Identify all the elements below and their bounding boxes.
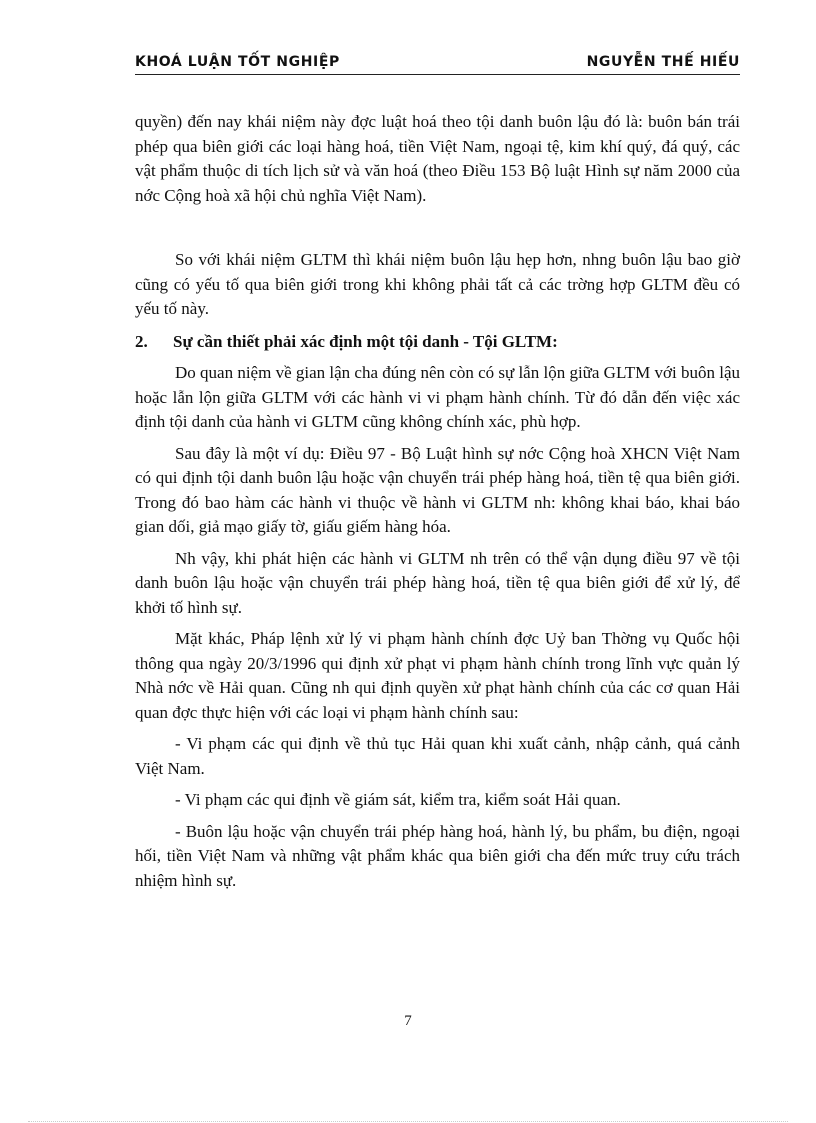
paragraph: Sau đây là một ví dụ: Điều 97 - Bộ Luật hình sự nớc Cộng hoà XHCN Việt Nam có qui định tội danh buôn lậu hoặc vận chuyển trái phép hàng hoá, tiền tệ qua biên giới. Trong đó bao hàm các hành vi thuộc về hành vi GLTM nh: không khai báo, khai báo gian dối, giả mạo giấy tờ, giấu giếm hàng hóa. — [135, 443, 740, 536]
paragraph: Nh vậy, khi phát hiện các hành vi GLTM nh trên có thể vận dụng điều 97 về tội danh buôn lậu hoặc vận chuyển trái phép hàng hoá, tiền tệ qua biên giới để xử lý, để khởi tố hình sự. — [135, 548, 740, 617]
paragraph: quyền) đến nay khái niệm này đợc luật hoá theo tội danh buôn lậu đó là: buôn bán trái phép qua biên giới các loại hàng hoá, tiền Việt Nam, ngoại tệ, kim khí quý, đá quý, các vật phẩm thuộc di tích lịch sử và văn hoá (theo Điều 153 Bộ luật Hình sự năm 2000 của nớc Cộng hoà xã hội chủ nghĩa Việt Nam). — [135, 112, 740, 205]
paragraph: So với khái niệm GLTM thì khái niệm buôn lậu hẹp hơn, nhng buôn lậu bao giờ cũng có yếu tố qua biên giới trong khi không phải tất cả các trờng hợp GLTM đều có yếu tố này. — [135, 250, 740, 318]
header-author: NGUYỄN THẾ HIẾU — [586, 54, 740, 70]
page-number: 7 — [404, 1013, 412, 1029]
header-title: KHOÁ LUẬN TỐT NGHIỆP — [135, 54, 340, 70]
section-heading — [135, 330, 740, 355]
document-body — [135, 110, 740, 893]
paragraph: Mặt khác, Pháp lệnh xử lý vi phạm hành chính đợc Uỷ ban Thờng vụ Quốc hội thông qua ngày 20/3/1996 qui định xử phạt vi phạm hành chính trong lĩnh vực quản lý Nhà nớc về Hải quan. Cũng nh qui định quyền xử phạt hành chính của các cơ quan Hải quan đợc thực hiện với các loại vi phạm hành chính sau: — [135, 629, 740, 722]
page-header — [135, 52, 740, 75]
section-number: 2. — [135, 331, 148, 351]
page-bottom-divider — [28, 1121, 788, 1122]
list-item: - Vi phạm các qui định về thủ tục Hải quan khi xuất cảnh, nhập cảnh, quá cảnh Việt Nam. — [135, 734, 740, 778]
list-item: - Buôn lậu hoặc vận chuyển trái phép hàng hoá, hành lý, bu phẩm, bu điện, ngoại hối, tiền Việt Nam và những vật phẩm khác qua biên giới cha đến mức truy cứu trách nhiệm hình sự. — [135, 821, 740, 890]
section-title: Sự cần thiết phải xác định một tội danh - Tội GLTM: — [173, 331, 558, 351]
paragraph: Do quan niệm về gian lận cha đúng nên còn có sự lẫn lộn giữa GLTM với buôn lậu hoặc lẫn lộn giữa GLTM với các hành vi vi phạm hành chính. Từ đó dẫn đến việc xác định tội danh của hành vi GLTM cũng không chính xác, phù hợp. — [135, 363, 741, 431]
list-item: - Vi phạm các qui định về giám sát, kiểm tra, kiểm soát Hải quan. — [175, 790, 621, 809]
